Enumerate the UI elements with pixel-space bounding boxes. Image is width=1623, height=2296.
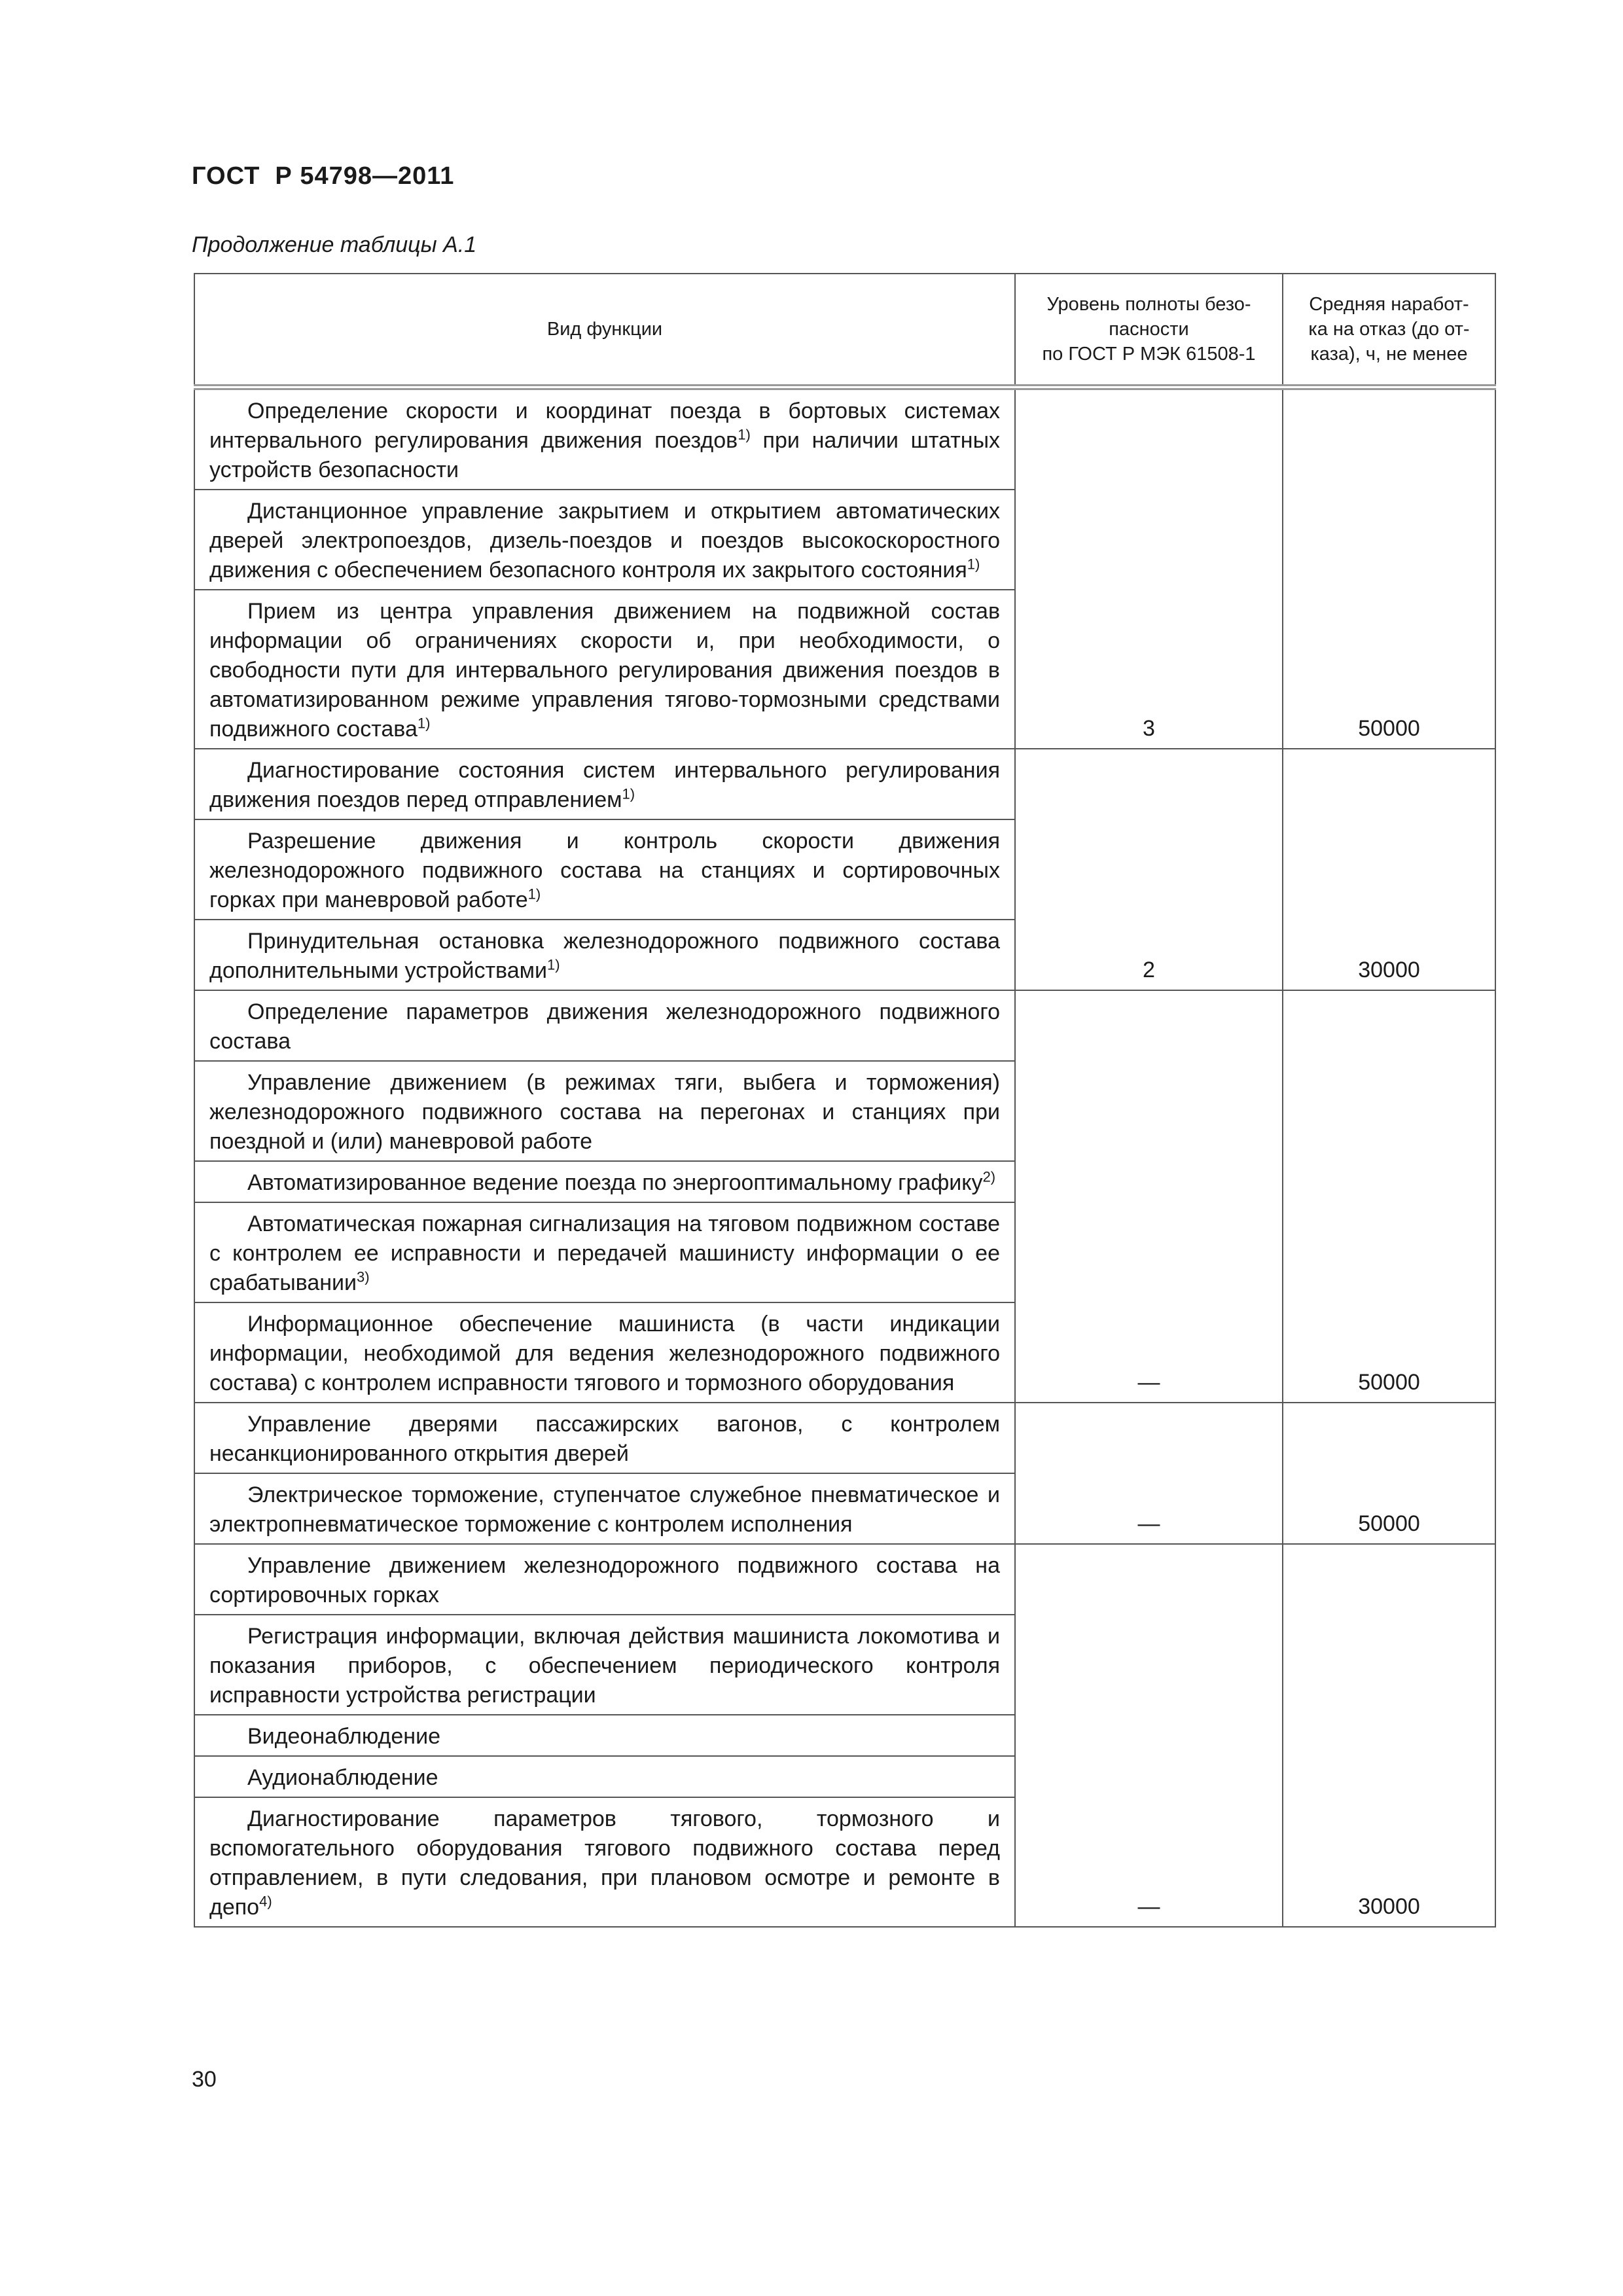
function-text: Принудительная остановка железнодорожного подвижного состава дополнительными устройствами <box>209 929 1000 983</box>
header-line: ка на отказ (до от- <box>1308 319 1470 340</box>
function-text: Информационное обеспечение машиниста (в части индикации информации, необходимой для ведения железнодорожного подвижного состава) с контролем исправности тягового и тормозного оборудования <box>209 1312 1000 1395</box>
function-text: Управление дверями пассажирских вагонов, с контролем несанкционированного открытия дверей <box>209 1412 1000 1466</box>
function-cell <box>194 990 1015 1061</box>
table-header-row <box>194 274 1495 387</box>
header-line: пасности <box>1109 319 1189 340</box>
mtbf-cell: 50000 <box>1283 990 1495 1403</box>
document-title: ГОСТ Р 54798—2011 <box>192 162 455 190</box>
footnote-ref: 1) <box>417 715 431 732</box>
function-text: Автоматическая пожарная сигнализация на тяговом подвижном составе с контролем ее исправности и передачей машинисту информации о ее срабатывании <box>209 1211 1000 1295</box>
function-text: Диагностирование параметров тягового, тормозного и вспомогательного оборудования тягового подвижного состава перед отправлением, в пути следования, при плановом осмотре и ремонте в депо <box>209 1806 1000 1920</box>
footnote-ref: 1) <box>547 956 560 973</box>
function-text: Диагностирование состояния систем интервального регулирования движения поездов перед отправлением <box>209 758 1000 812</box>
column-header-safety-level <box>1015 274 1283 387</box>
header-line: по ГОСТ Р МЭК 61508-1 <box>1042 344 1256 365</box>
function-cell <box>194 1202 1015 1302</box>
function-text: Определение скорости и координат поезда в бортовых системах интервального регулирования движения поездов <box>209 399 1000 453</box>
table-row <box>194 387 1495 490</box>
function-text-tail: при наличии штатных устройств безопасности <box>209 428 1001 482</box>
function-cell <box>194 1715 1015 1756</box>
header-line: Средняя наработ- <box>1309 294 1469 315</box>
function-cell <box>194 1797 1015 1927</box>
function-cell <box>194 1403 1015 1473</box>
function-cell <box>194 590 1015 749</box>
footnote-ref: 3) <box>357 1268 370 1285</box>
header-line: каза), ч, не менее <box>1310 344 1468 365</box>
function-text: Видеонаблюдение <box>247 1724 440 1749</box>
safety-level-cell: — <box>1015 1403 1283 1544</box>
function-cell <box>194 1061 1015 1161</box>
footnote-ref: 1) <box>967 556 980 573</box>
function-text: Управление движением (в режимах тяги, выбега и торможения) железнодорожного подвижного состава на перегонах и станциях при поездной и (или) маневровой работе <box>209 1070 1000 1154</box>
function-cell <box>194 1161 1015 1202</box>
function-text: Прием из центра управления движением на подвижной состав информации об ограничениях скорости и, при необходимости, о свободности пути для интервального регулирования движения поездов в автоматизированном режиме управления тягово-тормозными средствами подвижного состава <box>209 599 1000 742</box>
function-cell <box>194 490 1015 590</box>
table-row <box>194 1403 1495 1473</box>
function-cell <box>194 1544 1015 1615</box>
table-row <box>194 749 1495 819</box>
footnote-ref: 2) <box>982 1168 996 1185</box>
safety-level-cell: 3 <box>1015 387 1283 749</box>
function-cell <box>194 1756 1015 1797</box>
mtbf-cell: 30000 <box>1283 1544 1495 1927</box>
footnote-ref: 4) <box>259 1893 272 1910</box>
function-cell <box>194 1615 1015 1715</box>
function-cell <box>194 819 1015 920</box>
table-row <box>194 1544 1495 1615</box>
function-cell <box>194 920 1015 990</box>
safety-level-cell: 2 <box>1015 749 1283 990</box>
table-row <box>194 990 1495 1061</box>
functions-table <box>194 273 1496 1928</box>
safety-level-cell: — <box>1015 1544 1283 1927</box>
header-line: Уровень полноты безо- <box>1046 294 1251 315</box>
column-header-function: Вид функции <box>194 274 1015 387</box>
footnote-ref: 1) <box>622 785 635 802</box>
function-cell <box>194 387 1015 490</box>
function-cell <box>194 749 1015 819</box>
column-header-mtbf <box>1283 274 1495 387</box>
safety-level-cell: — <box>1015 990 1283 1403</box>
function-text: Электрическое торможение, ступенчатое служебное пневматическое и электропневматическое торможение с контролем исполнения <box>209 1482 1000 1537</box>
footnote-ref: 1) <box>738 426 751 443</box>
function-text: Аудионаблюдение <box>247 1765 438 1790</box>
mtbf-cell: 50000 <box>1283 1403 1495 1544</box>
function-text: Разрешение движения и контроль скорости движения железнодорожного подвижного состава на станциях и сортировочных горках при маневровой работе <box>209 829 1000 912</box>
mtbf-cell: 50000 <box>1283 387 1495 749</box>
page-number: 30 <box>192 2067 217 2092</box>
function-text: Определение параметров движения железнодорожного подвижного состава <box>209 999 1000 1054</box>
function-cell <box>194 1473 1015 1544</box>
function-text: Регистрация информации, включая действия машиниста локомотива и показания приборов, с обеспечением периодического контроля исправности устройства регистрации <box>209 1624 1000 1708</box>
function-cell <box>194 1302 1015 1403</box>
function-text: Автоматизированное ведение поезда по энергооптимальному графику <box>247 1170 983 1195</box>
footnote-ref: 1) <box>527 886 541 903</box>
function-text: Управление движением железнодорожного подвижного состава на сортировочных горках <box>209 1553 1000 1607</box>
table-body <box>194 387 1495 1928</box>
table-caption: Продолжение таблицы А.1 <box>192 232 477 257</box>
function-text: Дистанционное управление закрытием и открытием автоматических дверей электропоездов, дизель-поездов и поездов высокоскоростного движения с обеспечением безопасного контроля их закрытого состояния <box>209 499 1000 583</box>
mtbf-cell: 30000 <box>1283 749 1495 990</box>
